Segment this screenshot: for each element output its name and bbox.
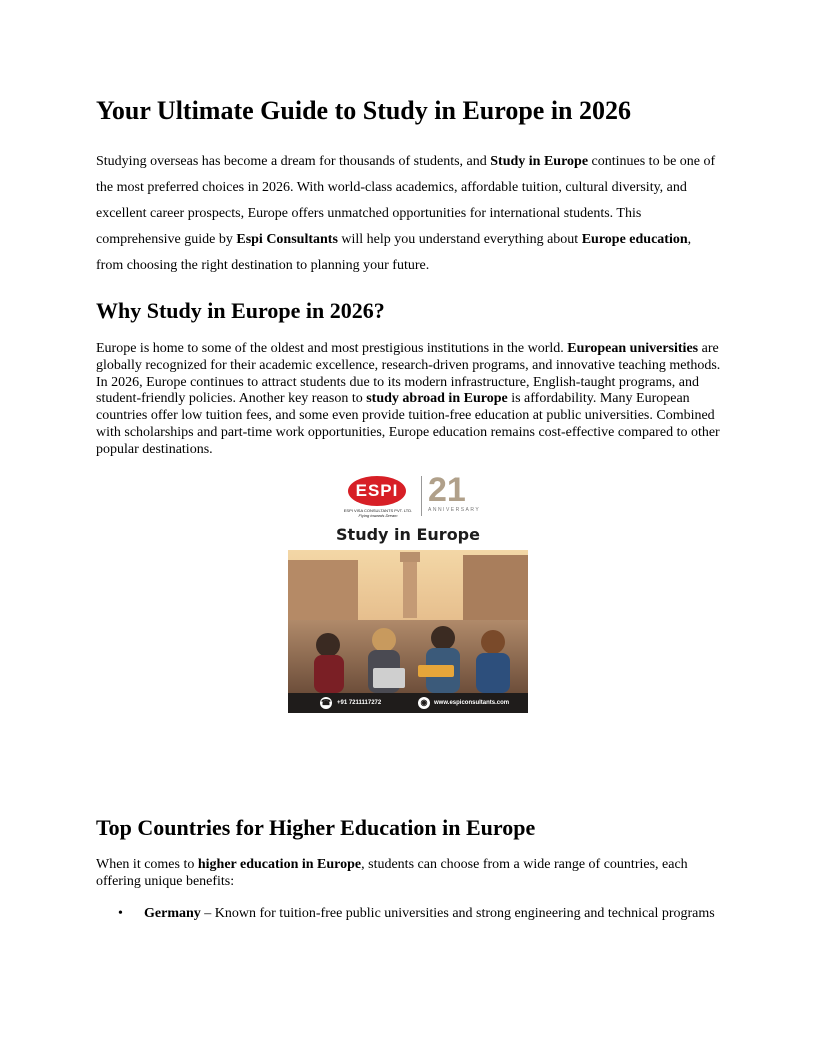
top-text: , students can choose from a wide range of countries, each offering unique benefits: xyxy=(96,857,688,889)
intro-text: continues to be one of the most preferred choices in 2026. With world-class academics, affordable tuition, cultural diversity, and excellent career prospects, Europe offers unmatched opportunities for international students. This comprehensive guide by xyxy=(96,154,716,247)
banner-logo-row xyxy=(288,470,528,520)
section-heading-why: Why Study in Europe in 2026? xyxy=(96,298,385,323)
contact-phone: +91 7211117272 xyxy=(337,700,382,706)
intro-text: Studying overseas has become a dream for thousands of students, and xyxy=(96,154,491,169)
intro-highlight: Europe education xyxy=(581,232,688,247)
anniversary-text: ANNIVERSARY xyxy=(428,507,481,513)
why-text: Europe is home to some of the oldest and most prestigious institutions in the world. xyxy=(96,341,568,356)
why-paragraph xyxy=(96,341,721,459)
why-highlight: study abroad in Europe xyxy=(366,391,508,407)
espi-company-name: ESPI VISA CONSULTANTS PVT. LTD. xyxy=(343,508,413,513)
intro-text: , from choosing the right destination to planning your future. xyxy=(96,232,692,273)
list-item xyxy=(96,906,736,923)
study-in-europe-banner xyxy=(288,470,528,713)
intro-highlight: Espi Consultants xyxy=(236,232,338,247)
logo-divider xyxy=(421,476,422,516)
espi-logo: ESPI xyxy=(348,476,406,506)
intro-paragraph xyxy=(96,149,721,279)
banner-title: Study in Europe xyxy=(336,525,480,544)
phone-icon: ☎ xyxy=(321,698,331,707)
espi-tagline: Flying towards Dream xyxy=(358,513,398,518)
students-photo xyxy=(288,550,528,693)
country-description: – Known for tuition-free public universities and strong engineering and technical programs xyxy=(200,906,715,921)
contact-website: www.espiconsultants.com xyxy=(434,700,510,706)
banner-contact-bar xyxy=(288,693,528,713)
anniversary-number: 21 xyxy=(428,471,466,509)
globe-icon: ◉ xyxy=(418,697,430,709)
why-text: are globally recognized for their academic excellence, research-driven programs, and innovative teaching methods. In 2026, Europe continues to attract students due to its modern infrastructure, English-taught programs, and student-friendly policies. Another key reason to xyxy=(96,341,721,407)
espi-logo-caption xyxy=(336,508,420,518)
top-text: When it comes to xyxy=(96,857,198,872)
bullet-icon: • xyxy=(118,906,123,921)
why-highlight: European universities xyxy=(567,341,699,356)
why-text: is affordability. Many European countries offer low tuition fees, and some even provide tuition-free education at public universities. Combined with scholarships and part-time work opportunities, Europe education remains cost-effective compared to other popular destinations. xyxy=(96,391,720,457)
students-illustration xyxy=(288,550,528,693)
intro-text: will help you understand everything about xyxy=(337,232,582,247)
intro-highlight: Study in Europe xyxy=(490,154,589,169)
country-name: Germany xyxy=(144,906,201,921)
page-title: Your Ultimate Guide to Study in Europe in 2026 xyxy=(96,96,632,125)
section-heading-top-countries: Top Countries for Higher Education in Europe xyxy=(96,815,536,840)
top-countries-intro xyxy=(96,857,721,891)
countries-list xyxy=(96,906,736,923)
top-highlight: higher education in Europe xyxy=(197,857,362,872)
